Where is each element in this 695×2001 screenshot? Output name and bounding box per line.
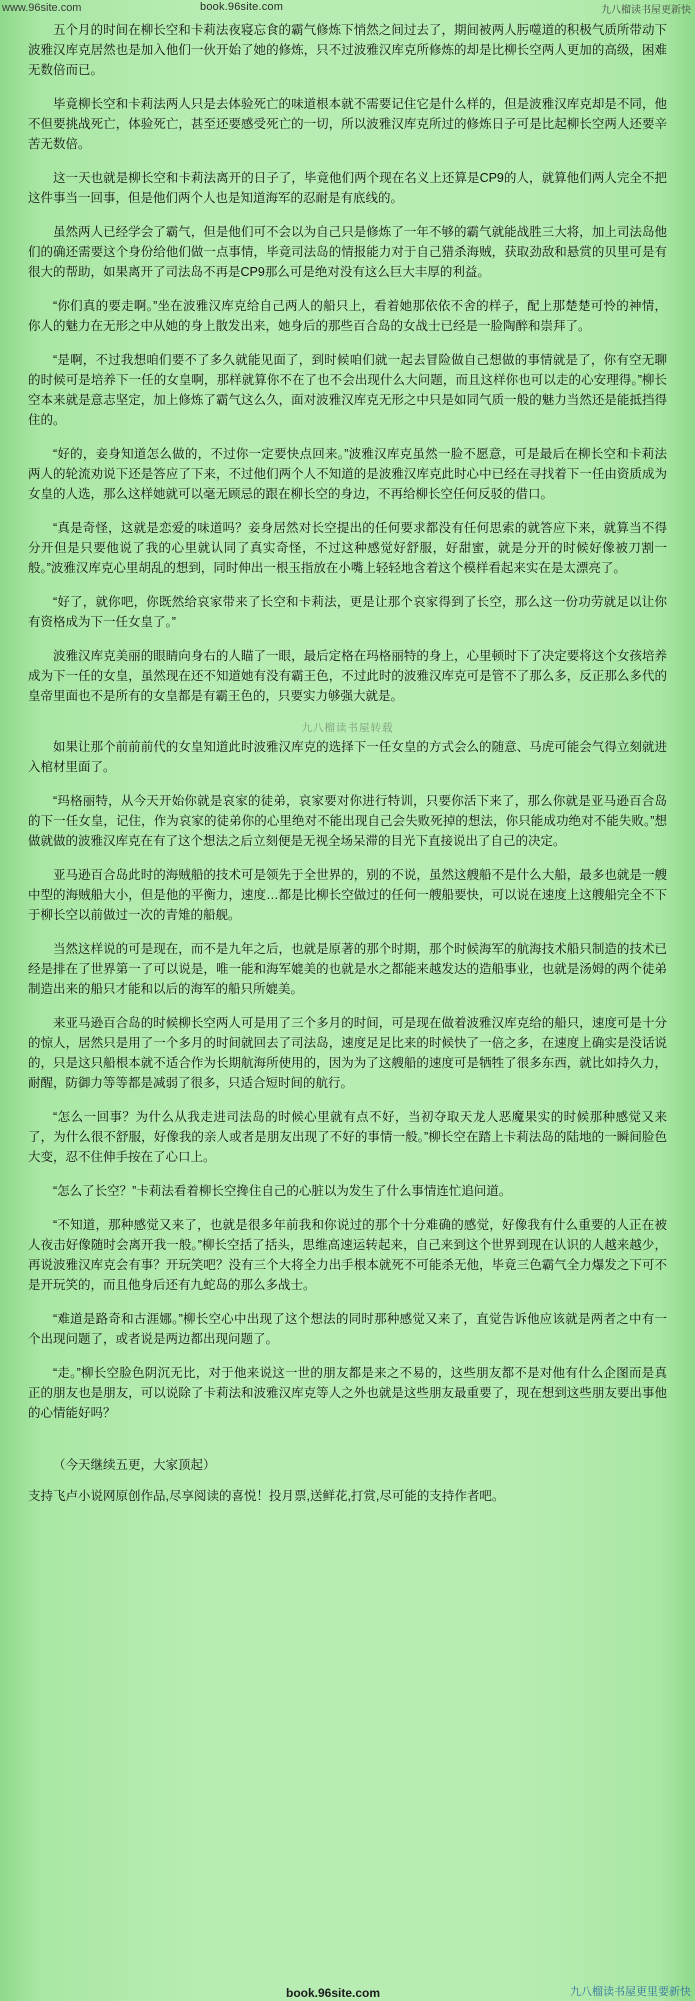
paragraph: “玛格丽特，从今天开始你就是哀家的徒弟，哀家要对你进行特训，只要你活下来了，那么你就是亚马逊百合岛的下一任女皇，记住，作为哀家的徒弟你的心里绝对不能出现自己会失败死掉的想法，你只能成功绝对不能失败。”想做就做的波雅汉库克在有了这个想法之后立刻便是无视全场呆滞的目光下直接说出了自己的决定。	[28, 794, 667, 848]
paragraph: 五个月的时间在柳长空和卡莉法夜寝忘食的霸气修炼下悄然之间过去了，期间被两人肟噬道的积极气质所带动下波雅汉库克居然也是加入他们一伙开始了她的修炼，只不过波雅汉库克所修炼的却是比柳长空两人更加的高级，困难无数倍而已。	[28, 23, 667, 77]
paragraph: “真是奇怪，这就是恋爱的味道吗？妾身居然对长空提出的任何要求都没有任何思索的就答应下来，就算当不得分开但是只要他说了我的心里就认同了真实奇怪，不过这种感觉好舒服，好甜蜜，就是分开的时候好像被刀割一般。”波雅汉库克心里胡乱的想到，同时伸出一根玉指放在小嘴上轻轻地含着这个模样看起来实在是太漂亮了。	[28, 521, 667, 575]
paragraph: 来亚马逊百合岛的时候柳长空两人可是用了三个多月的时间，可是现在做着波雅汉库克给的船只，速度可是十分的惊人，居然只是用了一个多月的时间就回去了司法岛，速度足足比来的时候快了一倍之多，在速度上确实是没话说的，只是这只船根本就不适合作为长期航海所使用的，因为为了这艘船的速度可是牺牲了很多东西，就比如持久力，耐醒，防御力等等都是减弱了很多，只适合短时间的航行。	[28, 1016, 667, 1090]
paragraph: 当然这样说的可是现在，而不是九年之后，也就是原著的那个时期，那个时候海军的航海技术船只制造的技术已经是排在了世界第一了可以说是，唯一能和海军媲美的也就是水之都能来越发达的造船事业，也就是汤姆的两个徒弟制造出来的船只才能和以后的海军的船只所媲美。	[28, 942, 667, 996]
mid-watermark: 九八榴读书屋转载	[301, 722, 394, 734]
paragraph: 波雅汉库克美丽的眼睛向身右的人瞄了一眼，最后定格在玛格丽特的身上，心里顿时下了决定要将这个女孩培养成为下一任的女皇，虽然现在还不知道她有没有霸王色，不过此时的波雅汉库克可是管不了那么多，反正那么多代的皇帝里面也不是所有的女皇都是有霸王色的，只要实力够强大就是。	[28, 649, 667, 703]
paragraph: “是啊，不过我想咱们要不了多久就能见面了，到时候咱们就一起去冒险做自己想做的事情就是了，你有空无聊的时候可是培养下一任的女皇啊，那样就算你不在了也不会出现什么大问题，而且这样你也可以走的心安理得。”柳长空本来就是意志坚定，加上修炼了霸气这么久，面对波雅汉库克无形之中只是如同气质一般的魅力当然还是能抵挡得住的。	[28, 353, 667, 427]
bottom-bar	[0, 1981, 695, 2001]
paragraph: “怎么一回事？为什么从我走进司法岛的时候心里就有点不好，当初夺取天龙人恶魔果实的时候那种感觉又来了，为什么很不舒服，好像我的亲人或者是朋友出现了不好的事情一般。”柳长空在踏上卡莉法岛的陆地的一瞬间脸色大变，忍不住伸手按在了心口上。	[28, 1110, 667, 1164]
paragraph: 虽然两人已经学会了霸气，但是他们可不会以为自己只是修炼了一年不够的霸气就能战胜三大将，加上司法岛他们的确还需要这个身份给他们做一点事情，毕竟司法岛的情报能力对于自己猎杀海贼，获取劲敌和悬赏的贝里可是有很大的帮助，如果离开了司法岛不再是CP9那么可是绝对没有这么巨大丰厚的利益。	[28, 225, 667, 279]
paragraph: “怎么了长空？”卡莉法看着柳长空搀住自己的心脏以为发生了什么事情连忙追问道。	[53, 1184, 512, 1198]
site-url-bottom: book.96site.com	[286, 1986, 381, 2000]
paragraph: “好了，就你吧，你既然给哀家带来了长空和卡莉法，更是让那个哀家得到了长空，那么这一份功劳就足以让你有资格成为下一任女皇了。”	[28, 595, 667, 629]
paragraph: 毕竟柳长空和卡莉法两人只是去体验死亡的味道根本就不需要记住它是什么样的，但是波雅汉库克却是不同，他不但要挑战死亡，体验死亡，甚至还要感受死亡的一切，所以波雅汉库克所过的修炼日子可是比起柳长空两人还要辛苦无数倍。	[28, 97, 667, 151]
paragraph: 亚马逊百合岛此时的海贼船的技术可是领先于全世界的，别的不说，虽然这艘船不是什么大船，最多也就是一艘中型的海贼船大小，但是他的平衡力，速度…都是比柳长空做过的任何一艘船要快，可以说在速度上这艘船完全不下于柳长空以前做过一次的青雉的船舰。	[28, 868, 667, 922]
top-bar	[0, 0, 695, 16]
paragraph: “好的，妾身知道怎么做的，不过你一定要快点回来。”波雅汉库克虽然一脸不愿意，可是最后在柳长空和卡莉法两人的轮流劝说下还是答应了下来，不过他们两个人不知道的是波雅汉库克此时心中已经在寻找着下一任由资质成为女皇的人选，那么这样她就可以毫无顾忌的跟在柳长空的身边，不再给柳长空任何反驳的借口。	[28, 447, 667, 501]
author-note: （今天继续五更，大家顶起）	[53, 1458, 216, 1472]
paragraph: “不知道，那种感觉又来了，也就是很多年前我和你说过的那个十分难确的感觉，好像我有什么重要的人正在被人夜击好像随时会离开我一般。”柳长空括了括头，思维高速运转起来，自己来到这个世界到现在认识的人越来越少，再说波雅汉库克会有事？开玩笑吧？没有三个大将全力出手根本就死不可能杀无他，毕竟三色霸气全力爆发之下可不是开玩笑的，而且他身后还有九蛇岛的那么多战士。	[28, 1218, 667, 1292]
novel-text-body	[0, 16, 695, 1423]
paragraph: “难道是路奇和古涯娜。”柳长空心中出现了这个想法的同时那种感觉又来了，直觉告诉他应该就是两者之中有一个出现问题了，或者说是两边都出现问题了。	[28, 1312, 667, 1346]
top-right-note: 九八榴读书屋更新快	[601, 5, 691, 16]
paragraph: “你们真的要走啊。”坐在波雅汉库克给自己两人的船只上，看着她那依依不舍的样子，配上那楚楚可怜的神情，你人的魅力在无形之中从她的身上散发出来，她身后的那些百合岛的女战士已经是一脸陶醉和崇拜了。	[28, 299, 667, 333]
site-promo-text: 支持飞卢小说网原创作品,尽享阅读的喜悦！投月票,送鲜花,打赏,尽可能的支持作者吧。	[28, 1489, 505, 1503]
spacer	[0, 1437, 695, 1447]
bottom-right-note: 九八榴读书屋更里要新快	[570, 1986, 691, 1998]
footer	[0, 1447, 695, 1507]
paragraph: 这一天也就是柳长空和卡莉法离开的日子了，毕竟他们两个现在名义上还算是CP9的人，就算他们两人完全不把这件事当一回事，但是他们两个人也是知道海军的忍耐是有底线的。	[28, 171, 667, 205]
site-url-top: book.96site.com	[200, 1, 284, 13]
paragraph: “走。”柳长空脸色阴沉无比，对于他来说这一世的朋友都是来之不易的，这些朋友都不是对他有什么企图而是真正的朋友也是朋友，可以说除了卡莉法和波雅汉库克等人之外也就是这些朋友最重要了，现在想到这些朋友要出事他的心情能好吗？	[28, 1366, 667, 1420]
paragraph: 如果让那个前前前代的女皇知道此时波雅汉库克的选择下一任女皇的方式会么的随意、马虎可能会气得立刻就进入棺材里面了。	[28, 740, 667, 774]
site-url-top-left: www.96site.com	[2, 2, 82, 14]
